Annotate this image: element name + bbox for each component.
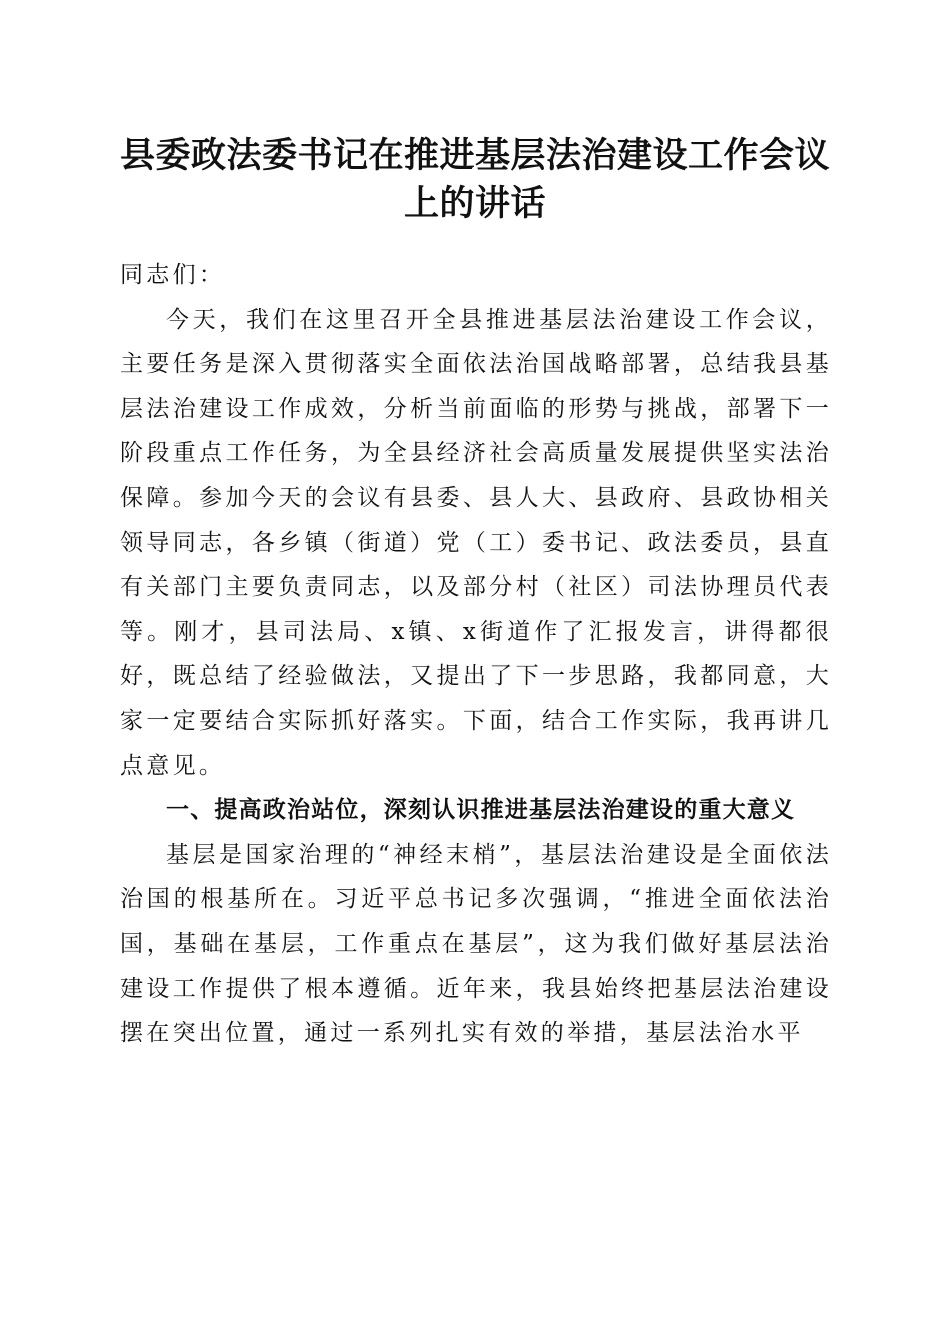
section-paragraph: 基层是国家治理的“神经末梢”，基层法治建设是全面依法治国的根基所在。习近平总书记多次强调，“推进全面依法治国，基础在基层，工作重点在基层”，这为我们做好基层法治建设工作提供了根本遵循。近年来，我县始终把基层法治建设摆在突出位置，通过一系列扎实有效的举措，基层法治水平: [120, 841, 832, 1047]
document-title: 县委政法委书记在推进基层法治建设工作会议上的讲话: [119, 135, 830, 224]
section-heading: 一、提高政治站位，深刻认识推进基层法治建设的重大意义: [166, 797, 796, 824]
intro-paragraph: 今天，我们在这里召开全县推进基层法治建设工作会议，主要任务是深入贯彻落实全面依法治国战略部署，总结我县基层法治建设工作成效，分析当前面临的形势与挑战，部署下一阶段重点工作任务，为全县经济社会高质量发展提供坚实法治保障。参加今天的会议有县委、县人大、县政府、县政协相关领导同志，各乡镇（街道）党（工）委书记、政法委员，县直有关部门主要负责同志，以及部分村（社区）司法协理员代表等。刚才，县司法局、x镇、x街道作了汇报发言，讲得都很好，既总结了经验做法，又提出了下一步思路，我都同意，大家一定要结合实际抓好落实。下面，结合工作实际，我再讲几点意见。: [120, 306, 832, 779]
salutation: 同志们：: [120, 262, 226, 288]
document-body: [120, 253, 832, 1056]
